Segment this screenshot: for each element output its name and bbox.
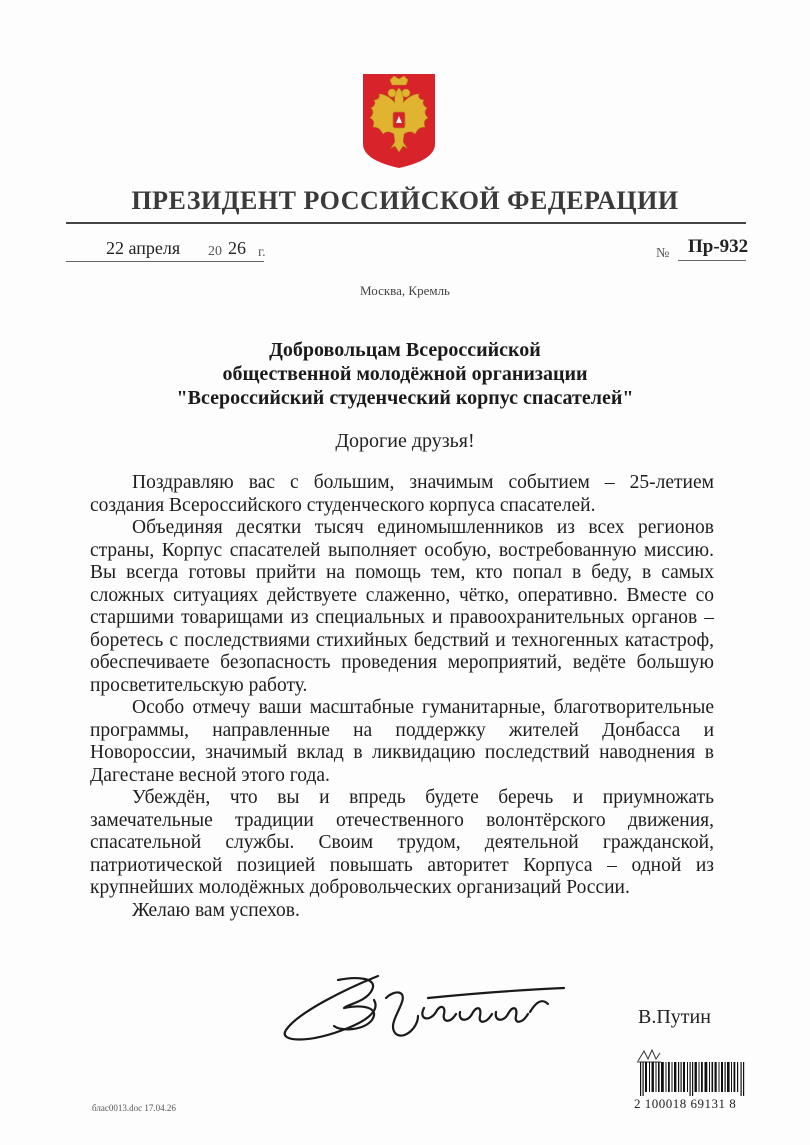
greeting: Дорогие друзья! [335,430,475,452]
date-suffix: г. [258,245,266,260]
body-paragraph: Объединяя десятки тысяч единомышленников из всех регионов страны, Корпус спасателей выполняет особую, востребованную миссию. Вы всегда готовы прийти на помощь тем, кто попал в беду, в самых сложных ситуациях действуете слаженно, чётко, оперативно. Вместе со старшими товарищами из специальных и правоохранительных органов – боретесь с последствиями стихийных бедствий и техногенных катастроф, обеспечиваете безопасность проведения мероприятий, ведёте большую просветительскую работу. [90,517,714,696]
header-title: ПРЕЗИДЕНТ РОССИЙСКОЙ ФЕДЕРАЦИИ [131,186,679,215]
addressee-line: Добровольцам Всероссийской [269,339,541,361]
addressee-line: "Всероссийский студенческий корпус спасателей" [176,387,634,409]
header-divider [66,222,746,224]
addressee-line: общественной молодёжной организации [222,363,588,385]
barcode-number: 2 100018 69131 8 [634,1096,737,1111]
date-underline [66,261,264,262]
place-of-issue: Москва, Кремль [360,283,450,298]
barcode-icon [640,1062,746,1096]
document-number: Пр-932 [688,236,749,257]
document-date [66,238,276,264]
body-paragraph: Желаю вам успехов. [132,899,300,921]
signatory-name: В.Путин [638,1006,711,1028]
date-day-month: 22 апреля [106,238,181,258]
registration-mark-icon [636,1047,662,1063]
date-century: 20 [208,244,222,259]
number-underline [678,260,746,261]
date-year: 26 [228,238,246,258]
coat-of-arms-icon [361,72,437,170]
body-paragraph: Особо отмечу ваши масштабные гуманитарные, благотворительные программы, направленные на поддержку жителей Донбасса и Новороссии, значимый вклад в ликвидацию последствий наводнения в Дагестане весной этого года. [90,697,714,786]
letter-body [90,472,714,922]
body-paragraph: Убеждён, что вы и впредь будете беречь и приумножать замечательные традиции отечественного волонтёрского движения, спасательной службы. Своим трудом, деятельной гражданской, патриотической позицией повышать авторитет Корпуса – одной из крупнейших молодёжных добровольческих организаций России. [90,787,714,898]
document-file-code: блас0013.doc 17.04.26 [92,1103,176,1113]
body-paragraph: Поздравляю вас с большим, значимым событием – 25-летием создания Всероссийского студенческого корпуса спасателей. [90,472,714,516]
handwritten-signature-icon [268,968,568,1048]
addressee-block [100,338,710,410]
number-sign: № [656,246,670,261]
